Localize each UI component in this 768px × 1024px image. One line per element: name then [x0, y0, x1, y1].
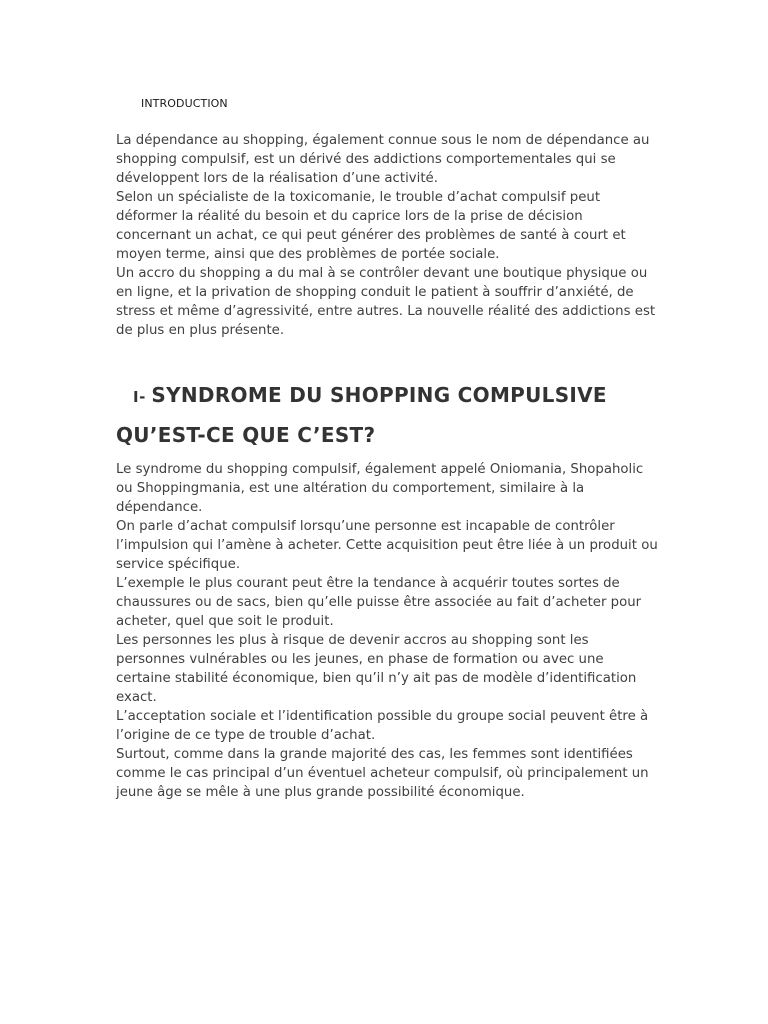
body-paragraph: L’exemple le plus courant peut être la tendance à acquérir toutes sortes de chaussures ou de sacs, bien qu’elle puisse être associée au fait d’acheter pour acheter, quel que soit le produit. — [116, 576, 642, 629]
section-heading — [133, 383, 607, 407]
section-body-text — [116, 460, 661, 802]
body-paragraph: L’acceptation sociale et l’identification possible du groupe social peuvent être à l’origine de ce type de trouble d’achat. — [116, 709, 649, 743]
introduction-label: INTRODUCTION — [141, 97, 228, 110]
intro-paragraph: Un accro du shopping a du mal à se contrôler devant une boutique physique ou en ligne, et la privation de shopping conduit le patient à souffrir d’anxiété, de stress et même d’agressivité, entre autres. La nouvelle réalité des addictions est de plus en plus présente. — [116, 266, 656, 338]
intro-paragraph: Selon un spécialiste de la toxicomanie, le trouble d’achat compulsif peut déformer la réalité du besoin et du caprice lors de la prise de décision concernant un achat, ce qui peut générer des problèmes de santé à court et moyen terme, ainsi que des problèmes de portée sociale. — [116, 190, 626, 262]
body-paragraph: Surtout, comme dans la grande majorité des cas, les femmes sont identifiées comme le cas principal d’un éventuel acheteur compulsif, où principalement un jeune âge se mêle à une plus grande possibilité économique. — [116, 747, 649, 800]
intro-paragraph: La dépendance au shopping, également connue sous le nom de dépendance au shopping compulsif, est un dérivé des addictions comportementales qui se développent lors de la réalisation d’une activité. — [116, 133, 650, 186]
body-paragraph: Les personnes les plus à risque de devenir accros au shopping sont les personnes vulnérables ou les jeunes, en phase de formation ou avec une certaine stabilité économique, bien qu’il n’y ait pas de modèle d’identification exact. — [116, 633, 637, 705]
body-paragraph: On parle d’achat compulsif lorsqu’une personne est incapable de contrôler l’impulsion qui l’amène à acheter. Cette acquisition peut être liée à un produit ou service spécifique. — [116, 519, 658, 572]
section-number: I- — [133, 388, 146, 406]
sub-heading: QU’EST-CE QUE C’EST? — [116, 423, 376, 447]
introduction-text — [116, 131, 661, 340]
body-paragraph: Le syndrome du shopping compulsif, également appelé Oniomania, Shopaholic ou Shoppingmania, est une altération du comportement, similaire à la dépendance. — [116, 462, 644, 515]
section-title: SYNDROME DU SHOPPING COMPULSIVE — [151, 383, 607, 407]
